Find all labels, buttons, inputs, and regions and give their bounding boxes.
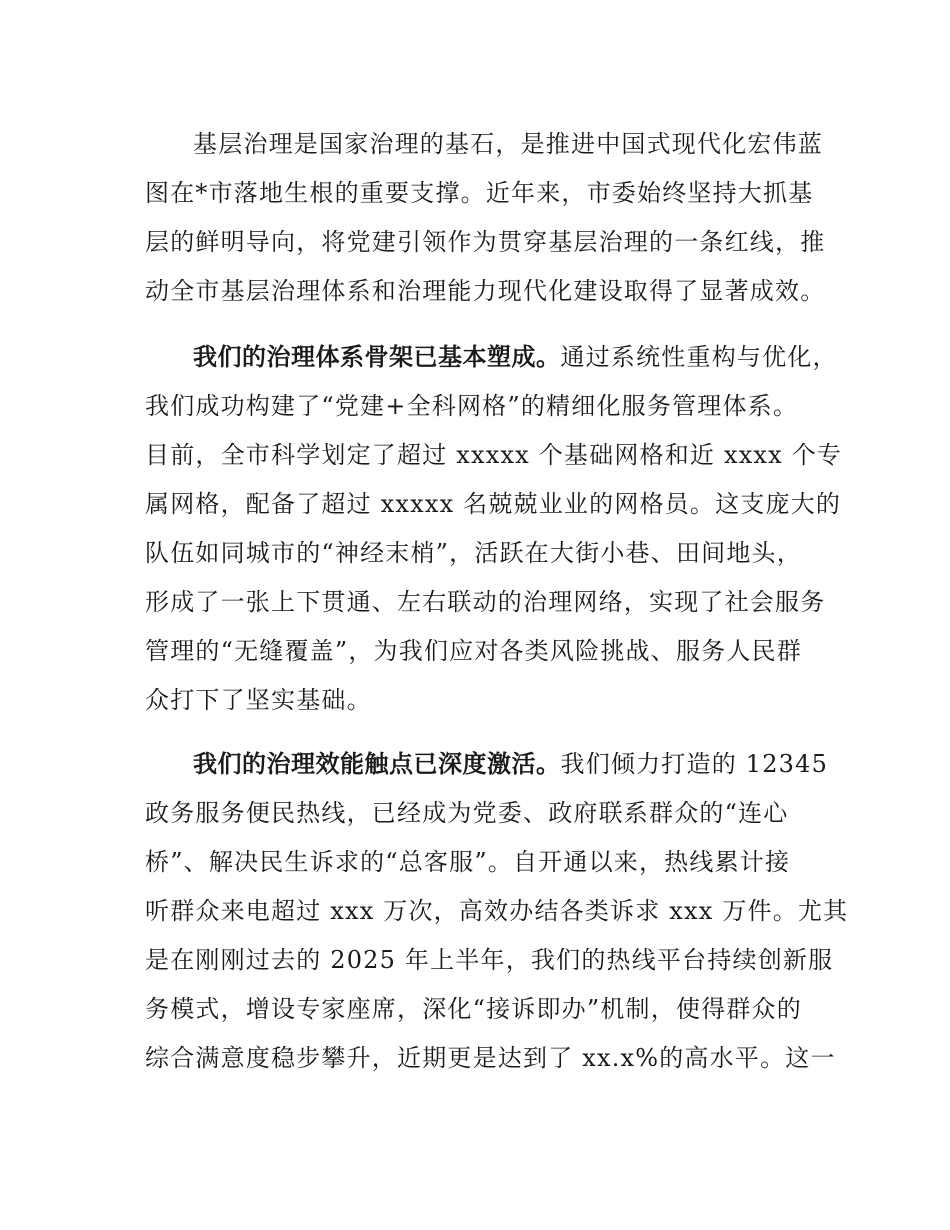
paragraph-3-line-7: 综合满意度稳步攀升，近期更是达到了 xx.x%的高水平。这一	[145, 1044, 836, 1072]
paragraph-1-line-4: 动全市基层治理体系和治理能力现代化建设取得了显著成效。	[145, 277, 826, 305]
paragraph-3-heading: 我们的治理效能触点已深度激活。	[193, 750, 561, 778]
paragraph-2-line-4: 属网格，配备了超过 xxxxx 名兢兢业业的网格员。这支庞大的	[145, 490, 842, 518]
paragraph-3-line-1	[193, 748, 828, 780]
paragraph-2-line-1	[193, 341, 838, 373]
paragraph-2-line-6: 形成了一张上下贯通、左右联动的治理网络，实现了社会服务	[145, 588, 826, 616]
paragraph-2-heading: 我们的治理体系骨架已基本塑成。	[193, 343, 561, 371]
paragraph-2-line-1-text: 通过系统性重构与优化，	[560, 343, 838, 371]
paragraph-1-line-2: 图在*市落地生根的重要支撑。近年来，市委始终坚持大抓基	[145, 179, 814, 207]
paragraph-2-line-3: 目前，全市科学划定了超过 xxxxx 个基础网格和近 xxxx 个专	[145, 441, 843, 469]
paragraph-3-line-3: 桥”、解决民生诉求的“总客服”。自开通以来，热线累计接	[145, 848, 791, 876]
paragraph-3-line-4: 听群众来电超过 xxx 万次，高效办结各类诉求 xxx 万件。尤其	[145, 897, 849, 925]
paragraph-2-line-5: 队伍如同城市的“神经末梢”，活跃在大街小巷、田间地头，	[145, 539, 802, 567]
paragraph-1-line-3: 层的鲜明导向，将党建引领作为贯穿基层治理的一条红线，推	[145, 228, 826, 256]
paragraph-2-line-8: 众打下了坚实基础。	[145, 686, 372, 714]
paragraph-1-line-1: 基层治理是国家治理的基石，是推进中国式现代化宏伟蓝	[193, 130, 823, 158]
paragraph-3-line-1-text: 我们倾力打造的 12345	[560, 750, 829, 778]
paragraph-2-line-2: 我们成功构建了“党建+全科网格”的精细化服务管理体系。	[145, 392, 799, 420]
paragraph-2-line-7: 管理的“无缝覆盖”，为我们应对各类风险挑战、服务人民群	[145, 637, 802, 665]
paragraph-3-line-6: 务模式，增设专家座席，深化“接诉即办”机制，使得群众的	[145, 995, 802, 1023]
paragraph-3-line-5: 是在刚刚过去的 2025 年上半年，我们的热线平台持续创新服	[145, 946, 834, 974]
paragraph-3-line-2: 政务服务便民热线，已经成为党委、政府联系群众的“连心	[145, 799, 789, 827]
